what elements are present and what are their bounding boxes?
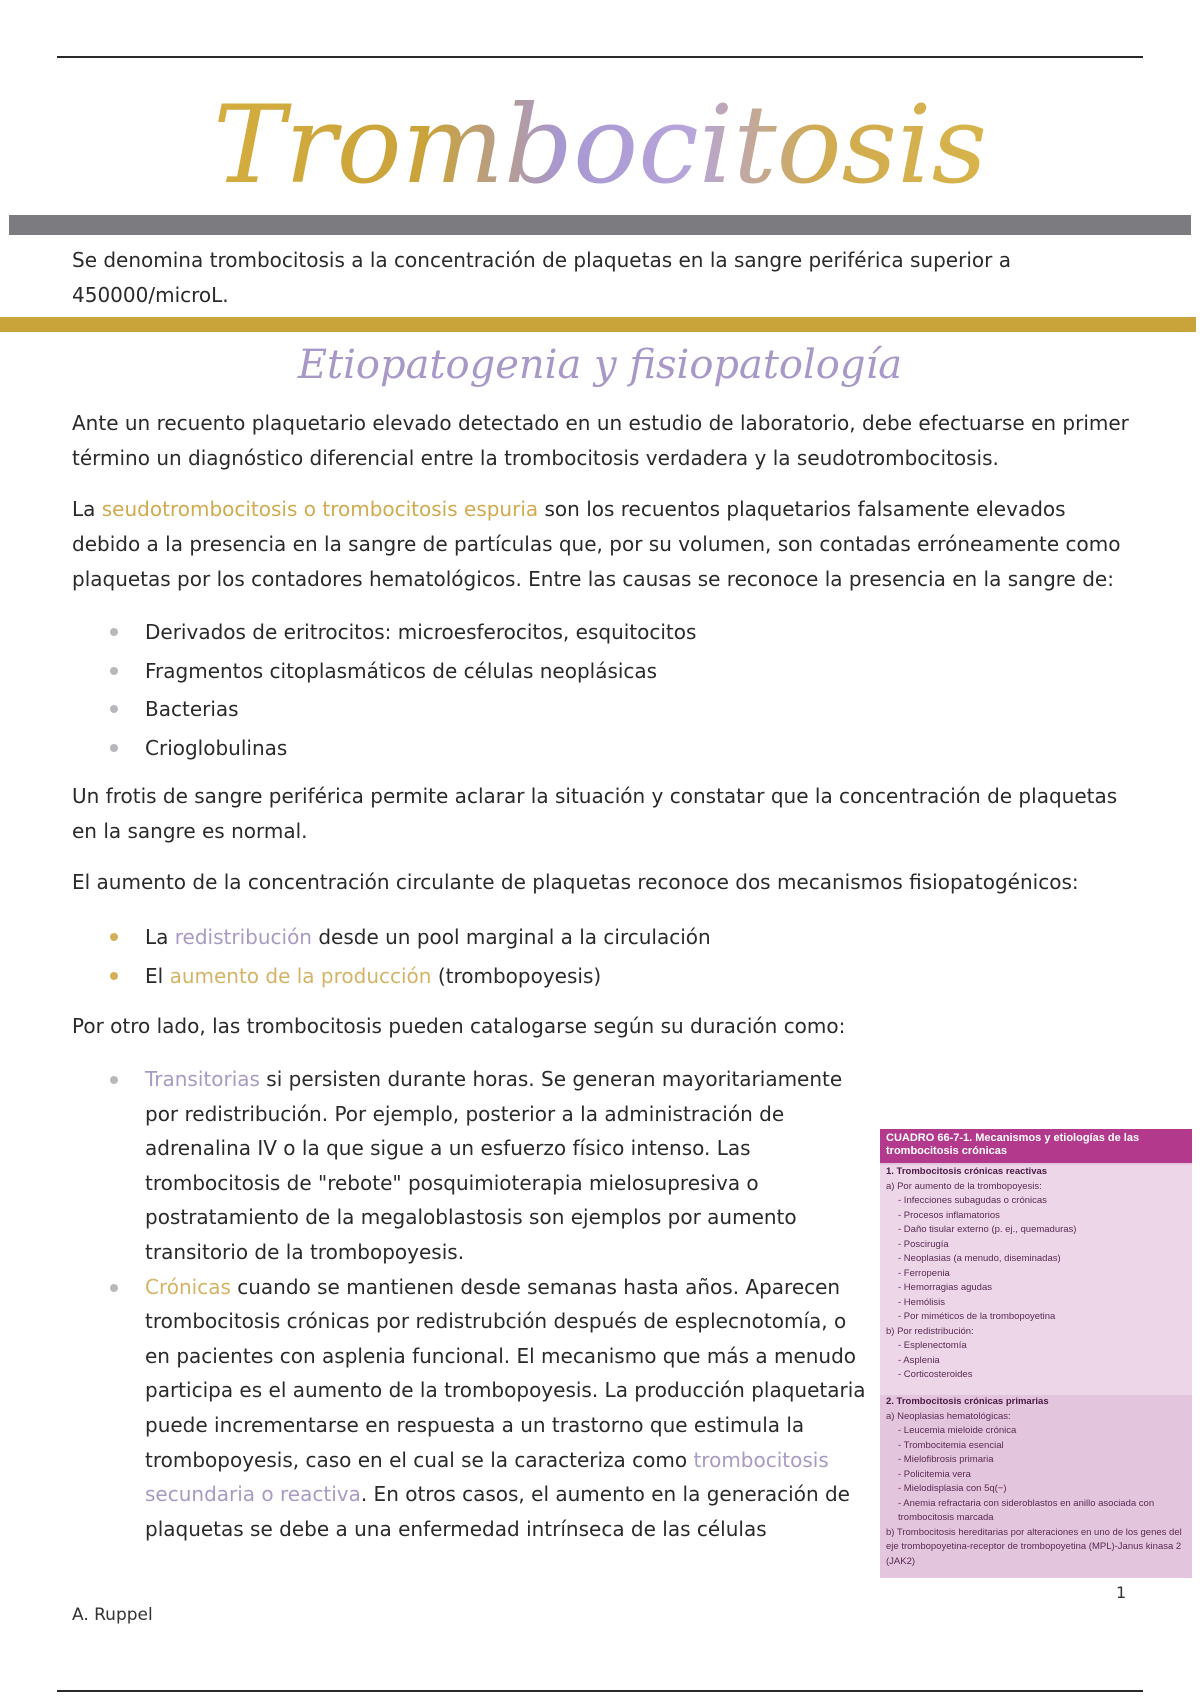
mechanisms-list — [72, 918, 1072, 995]
bottom-rule — [57, 1690, 1143, 1692]
paragraph-differential: Ante un recuento plaquetario elevado detectado en un estudio de laboratorio, debe efectuarse en primer término un diagnóstico diferencial entre la trombocitosis verdadera y la seudotrombocitosis. — [72, 411, 1129, 470]
bullet-icon — [110, 933, 118, 941]
highlight-aumento-produccion: aumento de la producción — [169, 963, 432, 988]
bullet-icon — [110, 1284, 118, 1292]
highlight-secundaria: trombocitosis secundaria o reactiva — [145, 1447, 829, 1507]
durations-list — [72, 1062, 872, 1546]
list-item: Derivados de eritrocitos: microesferocitos, esquitocitos — [72, 613, 1072, 652]
paragraph-seudotrombocitosis: La seudotrombocitosis o trombocitosis espuria son los recuentos plaquetarios falsamente elevados debido a la presencia en la sangre de partículas que, por su volumen, son contadas erróneamente como plaquetas por los contadores hematológicos. Entre las causas se reconoce la presencia en la sangre de: — [72, 497, 1121, 591]
definition-text: Se denomina trombocitosis a la concentración de plaquetas en la sangre periférica superior a 450000/microL. — [72, 248, 1011, 307]
bullet-icon — [110, 1076, 118, 1084]
title-graphic — [0, 70, 1200, 220]
list-item: La redistribución desde un pool marginal a la circulación — [72, 918, 1072, 957]
page-title — [0, 70, 1200, 220]
bullet-icon — [110, 744, 118, 752]
paragraph-mechanisms: El aumento de la concentración circulante de plaquetas reconoce dos mecanismos fisiopatogénicos: — [72, 870, 1079, 894]
bullet-icon — [110, 667, 118, 675]
list-item: El aumento de la producción (trombopoyesis) — [72, 957, 1072, 996]
top-rule — [57, 56, 1143, 58]
section-title — [0, 330, 1200, 396]
svg-text:Etiopatogenia y fisiopatología: Etiopatogenia y fisiopatología — [297, 342, 903, 388]
list-item: Transitorias si persisten durante horas. Se generan mayoritariamente por redistribución. Por ejemplo, posterior a la administración de adrenalina IV o la que sigue a un esfuerzo físico intenso. Las trombocitosis de "rebote" posquimioterapia mielosupresiva o postratamiento de la megaloblastosis son ejemplos por aumento transitorio de la trombopoyesis. — [72, 1062, 872, 1270]
list-item: Fragmentos citoplasmáticos de células neoplásicas — [72, 652, 1072, 691]
cuadro-title: CUADRO 66-7-1. Mecanismos y etiologías de las trombocitosis crónicas — [880, 1129, 1192, 1163]
paragraph-duration: Por otro lado, las trombocitosis pueden catalogarse según su duración como: — [72, 1014, 846, 1038]
svg-text:Trombocitosis: Trombocitosis — [212, 83, 988, 208]
author-name: A. Ruppel — [72, 1605, 153, 1625]
highlight-transitorias: Transitorias — [145, 1067, 260, 1091]
cuadro-section-reactivas: 1. Trombocitosis crónicas reactivas a) Por aumento de la trombopoyesis: - Infecciones subagudas o crónicas - Procesos inflamatorios - Daño tisular externo (p. ej., quemaduras) - Poscirugía - Neoplasias (a menudo, diseminadas) - Ferropenia - Hemorragias agudas - Hemólisis - Por miméticos de la trombopoyetina b) Por redistribución: - Esplenectomía - Asplenia - Corticosteroides — [880, 1165, 1192, 1395]
bullet-icon — [110, 628, 118, 636]
highlight-redistribucion: redistribución — [174, 925, 312, 949]
causes-list — [72, 613, 1072, 767]
bullet-icon — [110, 972, 118, 980]
list-item: Bacterias — [72, 690, 1072, 729]
cuadro-table — [880, 1129, 1192, 1578]
title-underline-bar — [9, 215, 1191, 235]
list-item: Crioglobulinas — [72, 729, 1072, 768]
highlight-seudotrombocitosis: seudotrombocitosis o trombocitosis espuria — [101, 497, 539, 521]
page-number: 1 — [1116, 1583, 1127, 1602]
highlight-cronicas: Crónicas — [145, 1274, 231, 1299]
list-item: Crónicas cuando se mantienen desde semanas hasta años. Aparecen trombocitosis crónicas por redistrubción después de esplecnotomía, o en pacientes con asplenia funcional. El mecanismo que más a menudo participa es el aumento de la trombopoyesis. La producción plaquetaria puede incrementarse en respuesta a un trastorno que estimula la trombopoyesis, caso en el cual se la caracteriza como trombocitosis secundaria o reactiva. En otros casos, el aumento en la generación de plaquetas se debe a una enfermedad intrínseca de las células — [72, 1270, 872, 1547]
paragraph-frotis: Un frotis de sangre periférica permite aclarar la situación y constatar que la concentración de plaquetas en la sangre es normal. — [72, 784, 1118, 843]
cuadro-section-primarias: 2. Trombocitosis crónicas primarias a) Neoplasias hematológicas: - Leucemia mieloide crónica - Trombocitemia esencial - Mielofibrosis primaria - Policitemia vera - Mielodisplasia con 5q(−) - Anemia refractaria con sideroblastos en anillo asociada con trombocitosis marcada b) Trombocitosis hereditarias por alteraciones en uno de los genes del eje trombopoyetina-receptor de trombopoyetina (MPL)-Janus kinasa 2 (JAK2) — [880, 1395, 1192, 1578]
bullet-icon — [110, 705, 118, 713]
